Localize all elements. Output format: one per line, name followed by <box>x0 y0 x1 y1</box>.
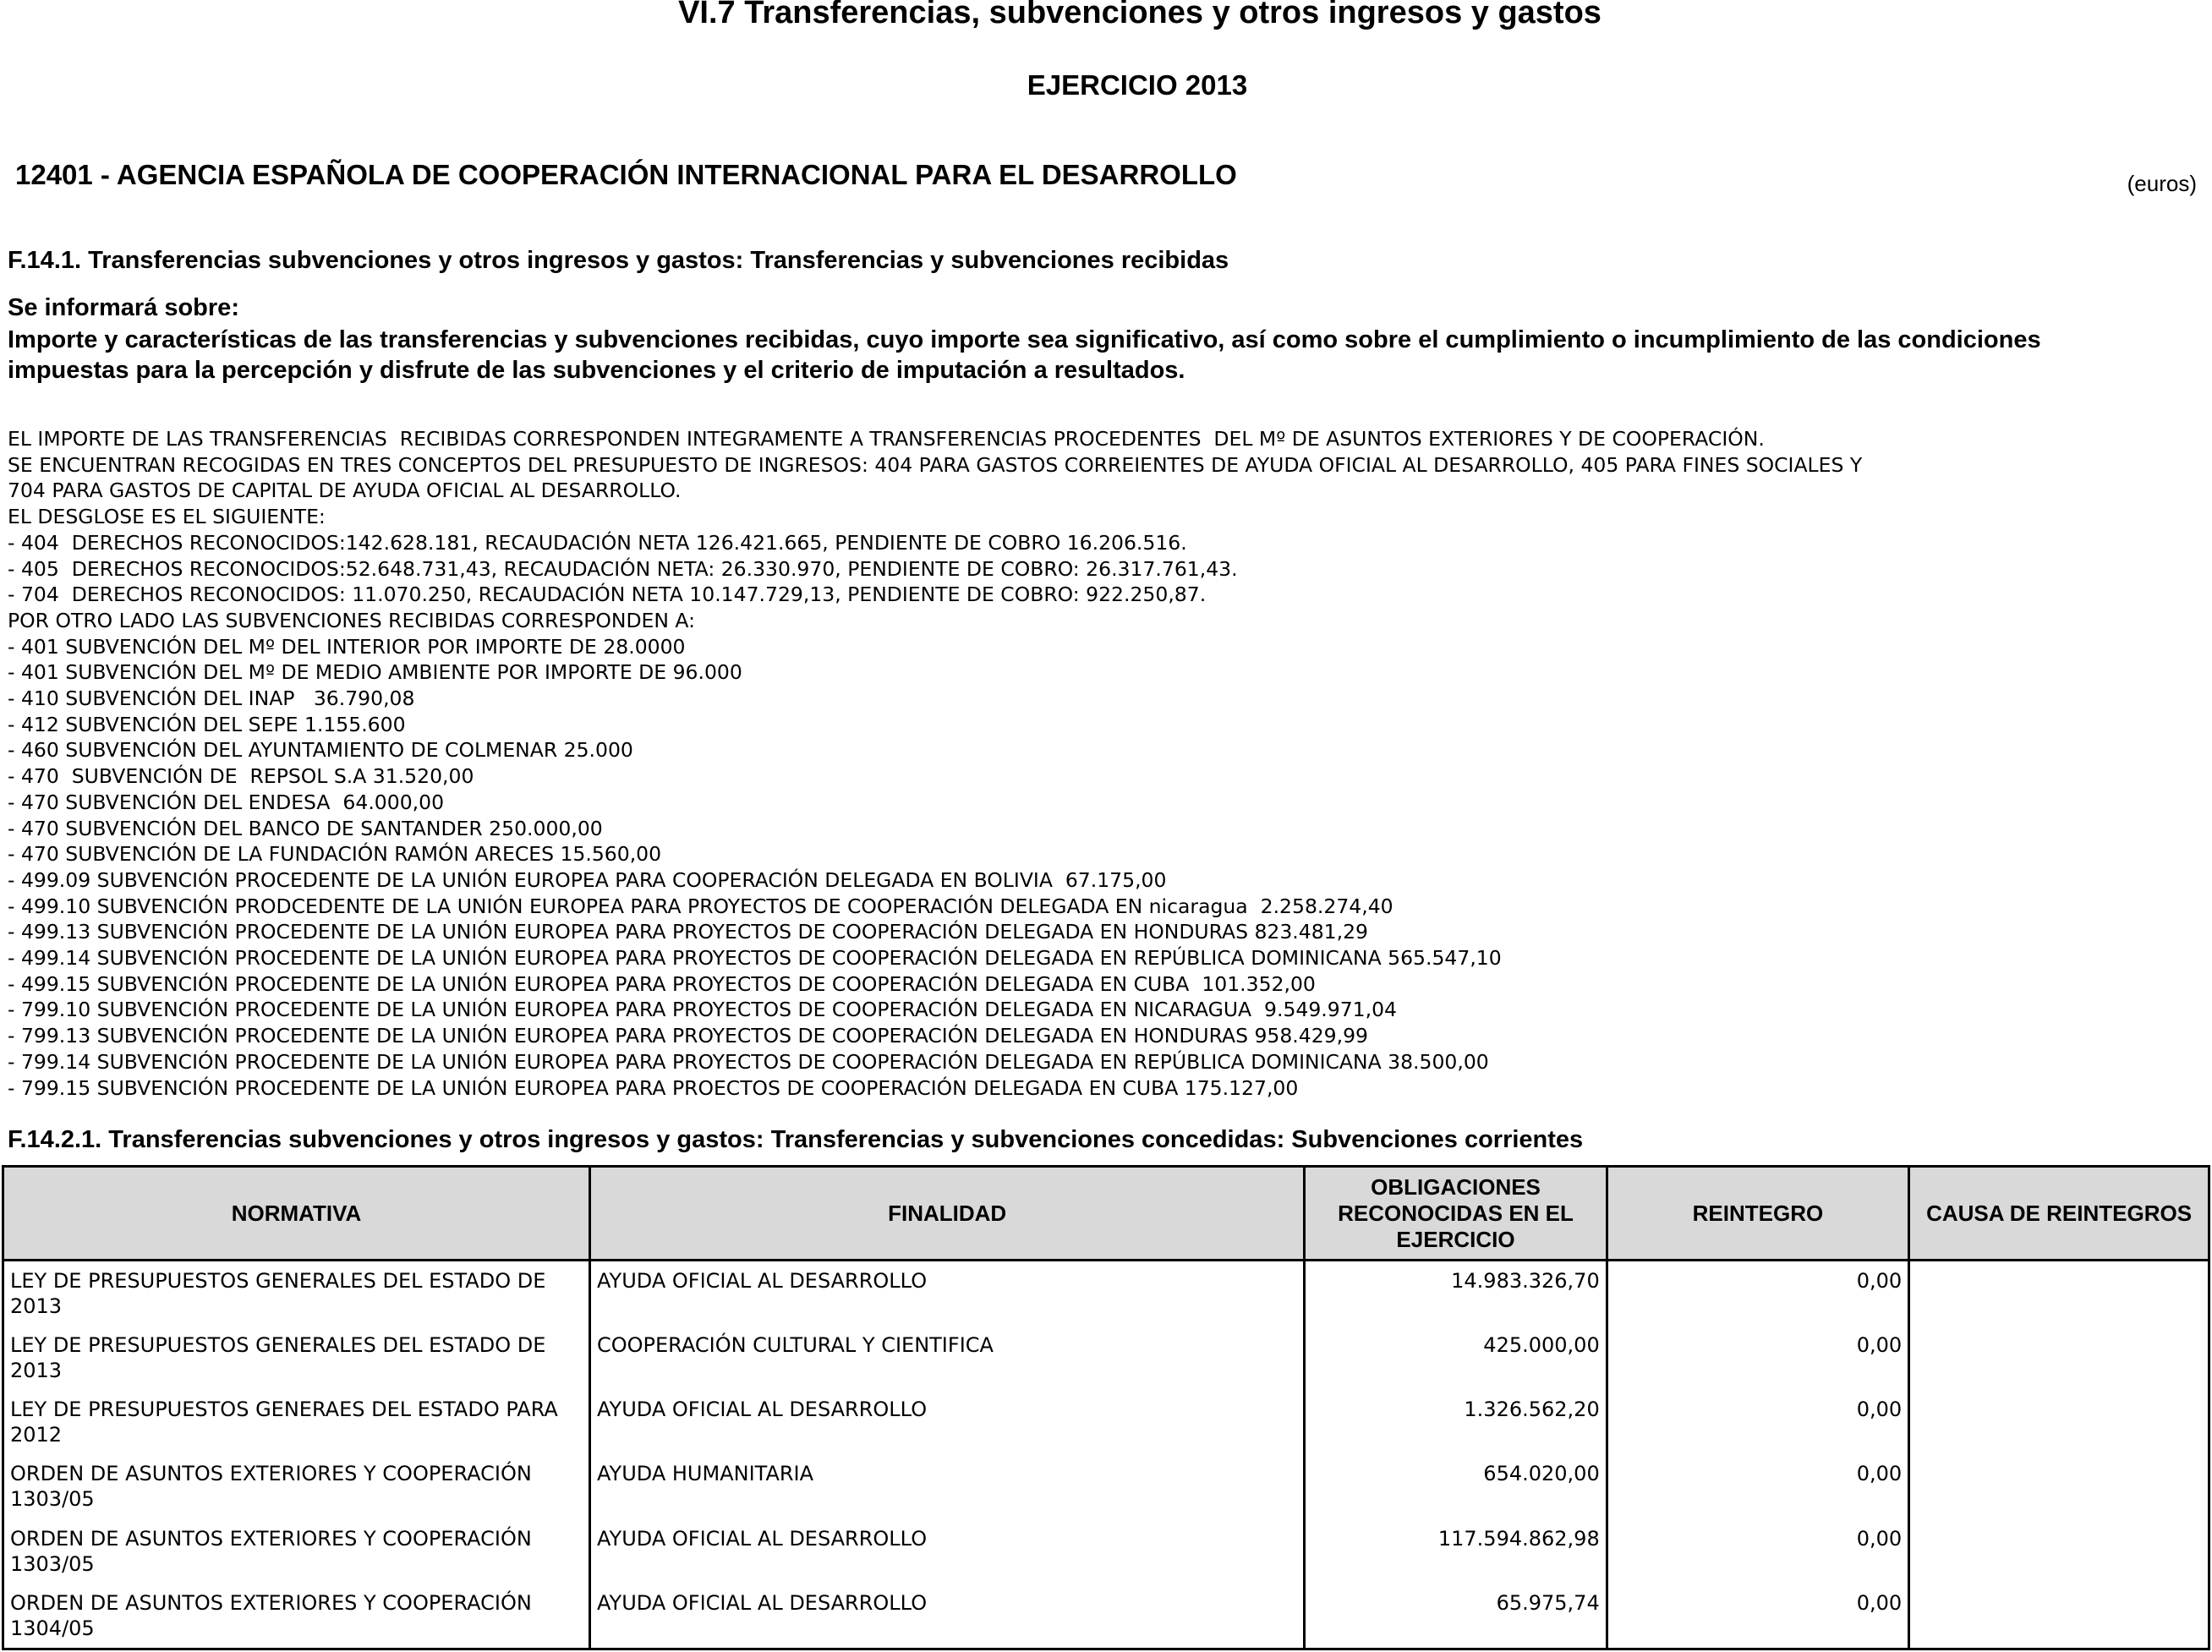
page-title: VI.7 Transferencias, subvenciones y otros ingresos y gastos <box>678 0 1602 30</box>
cell-normativa: LEY DE PRESUPUESTOS GENERALES DEL ESTADO DE 2013 <box>3 1261 590 1327</box>
cell-normativa: LEY DE PRESUPUESTOS GENERALES DEL ESTADO DE 2013 <box>3 1326 590 1390</box>
col-header-causa: CAUSA DE REINTEGROS <box>1909 1167 2209 1261</box>
received-details <box>8 426 1862 1101</box>
cell-finalidad: AYUDA OFICIAL AL DESARROLLO <box>589 1261 1304 1327</box>
col-header-finalidad: FINALIDAD <box>589 1167 1304 1261</box>
cell-causa <box>1909 1261 2209 1327</box>
cell-obligaciones: 654.020,00 <box>1305 1454 1607 1518</box>
detail-line: - 470 SUBVENCIÓN DE REPSOL S.A 31.520,00 <box>8 764 474 789</box>
cell-finalidad: AYUDA OFICIAL AL DESARROLLO <box>589 1390 1304 1454</box>
detail-line: - 799.14 SUBVENCIÓN PROCEDENTE DE LA UNIÓN EUROPEA PARA PROYECTOS DE COOPERACIÓN DELEGADA EN REPÚBLICA DOMINICANA 38.500,00 <box>8 1049 1489 1074</box>
detail-line: - 799.13 SUBVENCIÓN PROCEDENTE DE LA UNIÓN EUROPEA PARA PROYECTOS DE COOPERACIÓN DELEGADA EN HONDURAS 958.429,99 <box>8 1024 1369 1048</box>
detail-line: - 401 SUBVENCIÓN DEL Mº DEL INTERIOR POR IMPORTE DE 28.0000 <box>8 634 686 659</box>
detail-line: - 410 SUBVENCIÓN DEL INAP 36.790,08 <box>8 687 415 711</box>
cell-finalidad: AYUDA OFICIAL AL DESARROLLO <box>589 1519 1304 1584</box>
detail-line: - 799.15 SUBVENCIÓN PROCEDENTE DE LA UNIÓN EUROPEA PARA PROECTOS DE COOPERACIÓN DELEGADA EN CUBA 175.127,00 <box>8 1075 1299 1100</box>
cell-obligaciones: 1.326.562,20 <box>1305 1390 1607 1454</box>
detail-line: - 499.09 SUBVENCIÓN PROCEDENTE DE LA UNIÓN EUROPEA PARA COOPERACIÓN DELEGADA EN BOLIVIA 67.175,00 <box>8 867 1167 892</box>
cell-reintegro: 0,00 <box>1607 1454 1908 1518</box>
exercise-year: EJERCICIO 2013 <box>1027 69 1248 101</box>
cell-reintegro: 0,00 <box>1607 1261 1908 1327</box>
detail-line: EL DESGLOSE ES EL SIGUIENTE: <box>8 505 326 529</box>
table-row <box>3 1584 2209 1649</box>
inform-body: Importe y características de las transferencias y subvenciones recibidas, cuyo importe sea significativo, así como sobre el cumplimiento o incumplimiento de las condiciones impuestas para la percepción y disfrute de las subvenciones y el criterio de imputación a resultados. <box>8 326 2041 384</box>
col-header-obligaciones: OBLIGACIONES RECONOCIDAS EN EL EJERCICIO <box>1305 1167 1607 1261</box>
detail-line: - 499.13 SUBVENCIÓN PROCEDENTE DE LA UNIÓN EUROPEA PARA PROYECTOS DE COOPERACIÓN DELEGADA EN HONDURAS 823.481,29 <box>8 920 1369 944</box>
entity-heading: 12401 - AGENCIA ESPAÑOLA DE COOPERACIÓN INTERNACIONAL PARA EL DESARROLLO <box>15 159 1237 190</box>
cell-obligaciones: 14.983.326,70 <box>1305 1261 1607 1327</box>
inform-heading: Se informará sobre: <box>8 294 239 321</box>
table-header-row <box>3 1167 2209 1261</box>
cell-normativa: LEY DE PRESUPUESTOS GENERAES DEL ESTADO PARA 2012 <box>3 1390 590 1454</box>
cell-normativa: ORDEN DE ASUNTOS EXTERIORES Y COOPERACIÓN 1303/05 <box>3 1454 590 1518</box>
detail-line: - 470 SUBVENCIÓN DEL BANCO DE SANTANDER 250.000,00 <box>8 816 603 840</box>
cell-obligaciones: 65.975,74 <box>1305 1584 1607 1649</box>
cell-normativa: ORDEN DE ASUNTOS EXTERIORES Y COOPERACIÓN 1303/05 <box>3 1519 590 1584</box>
section-title-granted: F.14.2.1. Transferencias subvenciones y otros ingresos y gastos: Transferencias y subvenciones concedidas: Subvenciones corrientes <box>8 1126 1584 1153</box>
detail-line: - 499.10 SUBVENCIÓN PRODCEDENTE DE LA UNIÓN EUROPEA PARA PROYECTOS DE COOPERACIÓN DELEGADA EN nicaragua 2.258.274,40 <box>8 894 1393 918</box>
detail-line: - 412 SUBVENCIÓN DEL SEPE 1.155.600 <box>8 712 406 736</box>
cell-obligaciones: 425.000,00 <box>1305 1326 1607 1390</box>
detail-line: - 799.10 SUBVENCIÓN PROCEDENTE DE LA UNIÓN EUROPEA PARA PROYECTOS DE COOPERACIÓN DELEGADA EN NICARAGUA 9.549.971,04 <box>8 998 1398 1022</box>
detail-line: - 704 DERECHOS RECONOCIDOS: 11.070.250, RECAUDACIÓN NETA 10.147.729,13, PENDIENTE DE COBRO: 922.250,87. <box>8 583 1207 607</box>
cell-reintegro: 0,00 <box>1607 1326 1908 1390</box>
detail-line: - 460 SUBVENCIÓN DEL AYUNTAMIENTO DE COLMENAR 25.000 <box>8 738 633 763</box>
cell-finalidad: AYUDA OFICIAL AL DESARROLLO <box>589 1584 1304 1649</box>
cell-normativa: ORDEN DE ASUNTOS EXTERIORES Y COOPERACIÓN 1304/05 <box>3 1584 590 1649</box>
col-header-reintegro: REINTEGRO <box>1607 1167 1908 1261</box>
col-header-normativa: NORMATIVA <box>3 1167 590 1261</box>
cell-reintegro: 0,00 <box>1607 1390 1908 1454</box>
cell-reintegro: 0,00 <box>1607 1519 1908 1584</box>
detail-line: - 401 SUBVENCIÓN DEL Mº DE MEDIO AMBIENTE POR IMPORTE DE 96.000 <box>8 660 742 685</box>
subsidies-table <box>2 1165 2210 1650</box>
section-title-received: F.14.1. Transferencias subvenciones y otros ingresos y gastos: Transferencias y subvenciones recibidas <box>8 247 1229 274</box>
cell-finalidad: AYUDA HUMANITARIA <box>589 1454 1304 1518</box>
cell-finalidad: COOPERACIÓN CULTURAL Y CIENTIFICA <box>589 1326 1304 1390</box>
detail-line: - 499.15 SUBVENCIÓN PROCEDENTE DE LA UNIÓN EUROPEA PARA PROYECTOS DE COOPERACIÓN DELEGADA EN CUBA 101.352,00 <box>8 971 1316 996</box>
detail-line: - 499.14 SUBVENCIÓN PROCEDENTE DE LA UNIÓN EUROPEA PARA PROYECTOS DE COOPERACIÓN DELEGADA EN REPÚBLICA DOMINICANA 565.547,10 <box>8 946 1502 971</box>
detail-line: - 404 DERECHOS RECONOCIDOS:142.628.181, RECAUDACIÓN NETA 126.421.665, PENDIENTE DE COBRO 16.206.516. <box>8 530 1187 555</box>
cell-obligaciones: 117.594.862,98 <box>1305 1519 1607 1584</box>
detail-line: - 470 SUBVENCIÓN DE LA FUNDACIÓN RAMÓN ARECES 15.560,00 <box>8 842 662 867</box>
cell-causa <box>1909 1584 2209 1649</box>
cell-reintegro: 0,00 <box>1607 1584 1908 1649</box>
detail-line: - 405 DERECHOS RECONOCIDOS:52.648.731,43, RECAUDACIÓN NETA: 26.330.970, PENDIENTE DE COBRO: 26.317.761,43. <box>8 556 1238 581</box>
table-row <box>3 1454 2209 1518</box>
detail-line: SE ENCUENTRAN RECOGIDAS EN TRES CONCEPTOS DEL PRESUPUESTO DE INGRESOS: 404 PARA GASTOS CORREIENTES DE AYUDA OFICIAL AL DESARROLLO, 405 PARA FINES SOCIALES Y <box>8 452 1863 477</box>
table-row <box>3 1326 2209 1390</box>
cell-causa <box>1909 1326 2209 1390</box>
detail-line: 704 PARA GASTOS DE CAPITAL DE AYUDA OFICIAL AL DESARROLLO. <box>8 479 682 503</box>
cell-causa <box>1909 1390 2209 1454</box>
detail-line: EL IMPORTE DE LAS TRANSFERENCIAS RECIBIDAS CORRESPONDEN INTEGRAMENTE A TRANSFERENCIAS PROCEDENTES DEL Mº DE ASUNTOS EXTERIORES Y DE COOPERACIÓN. <box>8 427 1765 451</box>
cell-causa <box>1909 1519 2209 1584</box>
cell-causa <box>1909 1454 2209 1518</box>
table-row <box>3 1261 2209 1327</box>
table-row <box>3 1519 2209 1584</box>
units-label: (euros) <box>2127 171 2197 196</box>
table-row <box>3 1390 2209 1454</box>
detail-line: - 470 SUBVENCIÓN DEL ENDESA 64.000,00 <box>8 790 445 814</box>
detail-line: POR OTRO LADO LAS SUBVENCIONES RECIBIDAS CORRESPONDEN A: <box>8 608 696 632</box>
